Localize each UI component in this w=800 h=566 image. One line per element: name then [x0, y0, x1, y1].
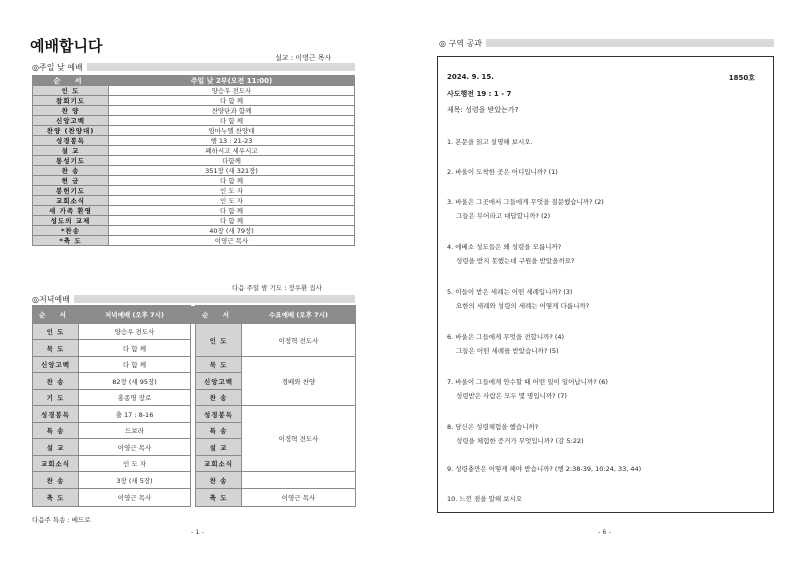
order-row	[33, 236, 355, 246]
evening-header-title: 저녁예배 (오후 7시)	[79, 306, 191, 324]
lesson-question	[447, 165, 558, 179]
evening-order-value: 출 17 : 8-16	[79, 406, 191, 423]
order-item: 인 도	[33, 86, 109, 96]
lesson-question	[447, 285, 589, 313]
section-bar	[74, 295, 355, 303]
lesson-box	[437, 56, 774, 513]
order-value: 다함께	[109, 156, 355, 166]
morning-order-table	[32, 75, 355, 246]
order-row	[33, 96, 355, 106]
question-text: 9. 성령충만은 어떻게 해야 받습니까? (행 2:38-39, 10:24, 33, 44)	[447, 465, 642, 473]
order-item: 순 서	[33, 76, 109, 86]
order-value: 다 함 께	[109, 216, 355, 226]
wednesday-order-value: 경배와 찬양	[242, 357, 356, 406]
evening-order-item: 묵 도	[33, 340, 79, 357]
order-row	[33, 106, 355, 116]
order-item: *축 도	[33, 236, 109, 246]
wednesday-order-item: 설 교	[196, 439, 242, 456]
lesson-question	[447, 375, 608, 403]
wednesday-header-title: 수요예배 (오후 7시)	[242, 306, 356, 324]
question-text: 6. 바울은 그들에게 무엇을 전합니까? (4)	[447, 333, 565, 341]
wednesday-order-item: 특 송	[196, 423, 242, 439]
evening-order-value: 다 함 께	[79, 340, 191, 357]
order-item: 헌 금	[33, 176, 109, 186]
evening-order-value: 홍종명 장로	[79, 390, 191, 406]
order-row	[33, 86, 355, 96]
evening-order-value: 양승우 전도사	[79, 324, 191, 340]
evening-order-value: 다 함 께	[79, 357, 191, 373]
order-item: 참회기도	[33, 96, 109, 106]
lesson-question	[447, 330, 564, 358]
order-row	[33, 136, 355, 146]
order-value: 행 13 : 21-23	[109, 136, 355, 146]
wednesday-order-value: 이정혁 전도사	[242, 324, 356, 357]
lesson-subject: 제목: 성령을 받았는가?	[447, 106, 519, 114]
question-text: 8. 당신은 성령체험을 했습니까?	[447, 423, 539, 431]
evening-order-value: 이영근 목사	[79, 439, 191, 456]
evening-order-item: 찬 송	[33, 472, 79, 489]
question-subtext: 요한의 세례와 성령의 세례는 어떻게 다릅니까?	[456, 302, 590, 310]
evening-header-order: 순 서	[33, 306, 79, 324]
page-number-right: - 6 -	[598, 528, 611, 536]
wednesday-order-item: 인 도	[196, 324, 242, 357]
order-row	[33, 206, 355, 216]
order-value: 351장 (새 321장)	[109, 166, 355, 176]
order-row	[33, 226, 355, 236]
question-subtext: 성령받은 사람은 모두 몇 명입니까? (7)	[456, 392, 567, 400]
order-item: *찬송	[33, 226, 109, 236]
order-value: 이영근 목사	[109, 236, 355, 246]
preacher-credit: 설교 : 이영근 목사	[275, 54, 332, 62]
question-text: 5. 이들이 받은 세례는 어떤 세례입니까? (3)	[447, 288, 573, 296]
order-value: 인 도 자	[109, 186, 355, 196]
order-row	[33, 156, 355, 166]
evening-order-item: 찬 송	[33, 373, 79, 390]
lesson-question	[447, 135, 533, 149]
lesson-question	[447, 420, 584, 448]
order-item: 찬 양	[33, 106, 109, 116]
evening-order-item: 설 교	[33, 439, 79, 456]
question-text: 4. 에베소 성도들은 왜 성령을 모릅니까?	[447, 243, 562, 251]
lesson-date: 2024. 9. 15.	[447, 73, 494, 81]
wednesday-header-order: 순 서	[196, 306, 242, 324]
wednesday-order-item: 찬 송	[196, 472, 242, 489]
evening-order-item: 신앙고백	[33, 357, 79, 373]
lesson-question	[447, 462, 641, 476]
order-row	[33, 196, 355, 206]
wednesday-order-item: 축 도	[196, 489, 242, 507]
order-row	[33, 216, 355, 226]
question-subtext: 성령을 받지 못했는데 구원을 받았을까요?	[456, 257, 575, 265]
evening-order-item: 교회소식	[33, 456, 79, 472]
order-row	[33, 176, 355, 186]
wednesday-order-item: 성경봉독	[196, 406, 242, 423]
question-subtext: 성령을 체험한 증거가 무엇입니까? (갈 5:22)	[456, 437, 584, 445]
next-week-special: 다음주 특송 : 베드로	[32, 516, 91, 524]
lesson-question	[447, 195, 604, 223]
cell-lesson-label: ◎ 구역 공과	[439, 38, 482, 48]
order-item: 봉헌기도	[33, 186, 109, 196]
evening-order-value: 인 도 자	[79, 456, 191, 472]
evening-row	[33, 324, 356, 340]
evening-worship-header	[30, 294, 355, 304]
evening-worship-label: ◎저녁예배	[32, 294, 70, 304]
evening-order-item: 축 도	[33, 489, 79, 507]
question-text: 10. 느낀 점을 말해 보시오	[447, 495, 523, 503]
question-text: 1. 본문을 읽고 설명해 보시오.	[447, 138, 533, 146]
lesson-question	[447, 492, 522, 506]
order-value: 다 함 께	[109, 176, 355, 186]
wednesday-order-value	[242, 472, 356, 489]
wednesday-order-value: 이영근 목사	[242, 489, 356, 507]
question-text: 2. 바울이 도착한 곳은 어디입니까? (1)	[447, 168, 558, 176]
question-text: 7. 바울이 그들에게 안수할 때 어떤 일이 일어납니까? (6)	[447, 378, 608, 386]
order-row	[33, 116, 355, 126]
order-value: 40장 (새 79장)	[109, 226, 355, 236]
evening-order-value: 드보라	[79, 423, 191, 439]
cell-lesson-header	[437, 38, 774, 48]
evening-order-value: 이영근 목사	[79, 489, 191, 507]
question-text: 3. 바울은 그곳에서 그들에게 무엇을 질문했습니까? (2)	[447, 198, 604, 206]
page-number-left: - 1 -	[191, 528, 204, 536]
order-item: 찬양 (찬양대)	[33, 126, 109, 136]
order-value: 찬양단과 함께	[109, 106, 355, 116]
order-item: 신앙고백	[33, 116, 109, 126]
question-subtext: 그들은 무어라고 대답합니까? (2)	[456, 212, 551, 220]
evening-order-item: 인 도	[33, 324, 79, 340]
order-value: 폐하시고 세우시고	[109, 146, 355, 156]
evening-order-item: 성경봉독	[33, 406, 79, 423]
evening-header-row	[33, 306, 356, 324]
order-row	[33, 186, 355, 196]
order-value: 다 함 께	[109, 96, 355, 106]
section-bar	[486, 39, 774, 47]
question-subtext: 그들은 어떤 세례를 받았습니까? (5)	[456, 347, 559, 355]
morning-worship-label: ◎주일 낮 예배	[32, 62, 83, 72]
evening-order-item: 특 송	[33, 423, 79, 439]
order-row	[33, 126, 355, 136]
wednesday-order-item: 신앙고백	[196, 373, 242, 390]
evening-order-value: 3장 (새 5장)	[79, 472, 191, 489]
order-row	[33, 166, 355, 176]
order-value: 다 함 께	[109, 206, 355, 216]
order-item: 성도의 교제	[33, 216, 109, 226]
morning-worship-header	[30, 62, 355, 72]
order-header-row	[33, 76, 355, 86]
order-item: 새 가족 환영	[33, 206, 109, 216]
wednesday-order-item: 묵 도	[196, 357, 242, 373]
order-row	[33, 146, 355, 156]
order-value: 다 함 께	[109, 116, 355, 126]
scripture-passage: 사도행전 19 : 1 - 7	[447, 90, 512, 98]
evening-order-value: 82장 (새 95장)	[79, 373, 191, 390]
wednesday-order-item: 찬 송	[196, 390, 242, 406]
next-prayer-note: 다음 주일 밤 기도 : 장우환 집사	[232, 284, 322, 292]
order-value: 주일 낮 2부(오전 11:00)	[109, 76, 355, 86]
wednesday-order-value: 이정혁 전도사	[242, 406, 356, 472]
section-bar	[87, 63, 355, 71]
order-item: 설 교	[33, 146, 109, 156]
lesson-question	[447, 240, 574, 268]
order-value: 임마누엘 찬양대	[109, 126, 355, 136]
evening-order-item: 기 도	[33, 390, 79, 406]
order-item: 성경봉독	[33, 136, 109, 146]
page-title: 예배합니다	[30, 37, 103, 55]
issue-number: 1850호	[728, 74, 755, 82]
wednesday-order-item: 교회소식	[196, 456, 242, 472]
order-item: 찬 송	[33, 166, 109, 176]
evening-order-table	[32, 305, 356, 507]
order-item: 통성기도	[33, 156, 109, 166]
order-value: 인 도 자	[109, 196, 355, 206]
order-value: 양승우 전도사	[109, 86, 355, 96]
order-item: 교회소식	[33, 196, 109, 206]
